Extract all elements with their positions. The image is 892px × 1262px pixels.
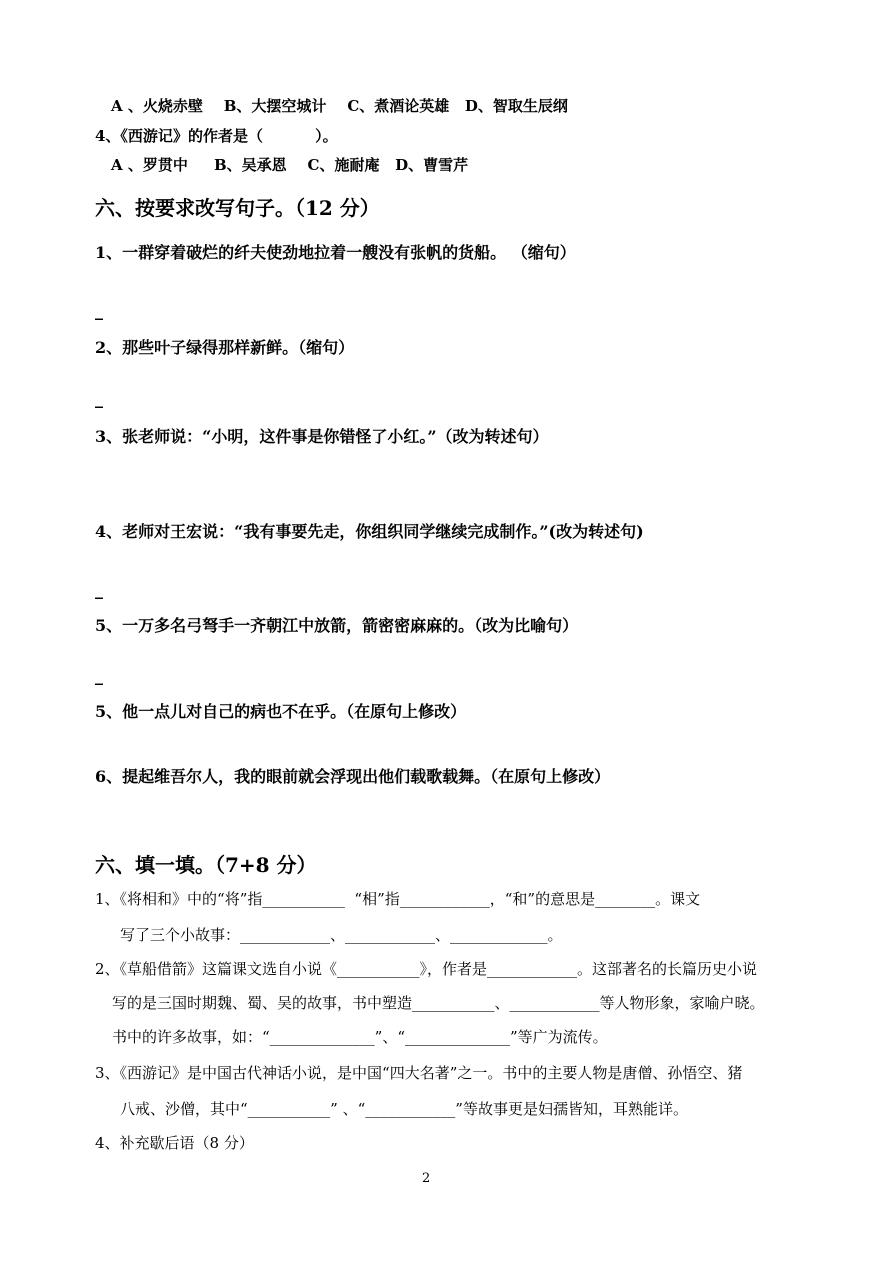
fill-line-8: 4、补充歇后语（8 分） (95, 1134, 254, 1152)
fill-line-3: 2、《草船借箭》这篇课文选自小说《___________》，作者是____________。这部著名的长篇历史小说 (95, 960, 758, 978)
answer-line-1: _ (95, 301, 103, 320)
rewrite-item-5b: 5、他一点儿对自己的病也不在乎。（在原句上修改） (95, 702, 467, 721)
fill-line-7: 八戒、沙僧，其中“___________” 、“____________”等故事更是妇孺皆知，耳熟能详。 (120, 1100, 688, 1118)
section-heading-fill: 六、填一填。（7+8 分） (95, 853, 317, 877)
fill-line-2: 写了三个小故事：____________、____________、_____________。 (120, 926, 563, 944)
fill-line-4: 写的是三国时期魏、蜀、吴的故事，书中塑造___________、____________等人物形象，家喻户晓。 (112, 994, 765, 1012)
answer-line-4: _ (95, 580, 103, 599)
fill-line-6: 3、《西游记》是中国古代神话小说，是中国“四大名著”之一。书中的主要人物是唐僧、孙悟空、猪 (95, 1064, 743, 1082)
section-heading-rewrite: 六、按要求改写句子。（12 分） (95, 196, 380, 220)
rewrite-item-3: 3、张老师说：“小明，这件事是你错怪了小红。”（改为转述句） (95, 427, 549, 446)
page-number: 2 (422, 1171, 431, 1186)
options-q4: A 、罗贯中 B、吴承恩 C、施耐庵 D、曹雪芹 (111, 156, 469, 174)
question-q4: 4、《西游记》的作者是（ ）。 (95, 127, 338, 145)
options-q3: A 、火烧赤壁 B、大摆空城计 C、煮酒论英雄 D、智取生辰纲 (111, 97, 568, 115)
fill-line-5: 书中的许多故事，如：“______________”、“______________”等广为流传。 (112, 1028, 608, 1046)
rewrite-item-5: 5、一万多名弓弩手一齐朝江中放箭，箭密密麻麻的。（改为比喻句） (95, 616, 579, 635)
rewrite-item-1: 1、一群穿着破烂的纤夫使劲地拉着一艘没有张帆的货船。 （缩句） (95, 243, 576, 262)
answer-line-2: _ (95, 389, 103, 408)
rewrite-item-6: 6、提起维吾尔人，我的眼前就会浮现出他们载歌载舞。（在原句上修改） (95, 767, 611, 786)
rewrite-item-4: 4、老师对王宏说：“我有事要先走，你组织同学继续完成制作。”(改为转述句) (95, 522, 644, 541)
fill-line-1: 1、《将相和》中的“将”指___________ “相”指____________，“和”的意思是________。课文 (95, 890, 701, 908)
rewrite-item-2: 2、那些叶子绿得那样新鲜。（缩句） (95, 338, 355, 357)
answer-line-5: _ (95, 666, 103, 685)
